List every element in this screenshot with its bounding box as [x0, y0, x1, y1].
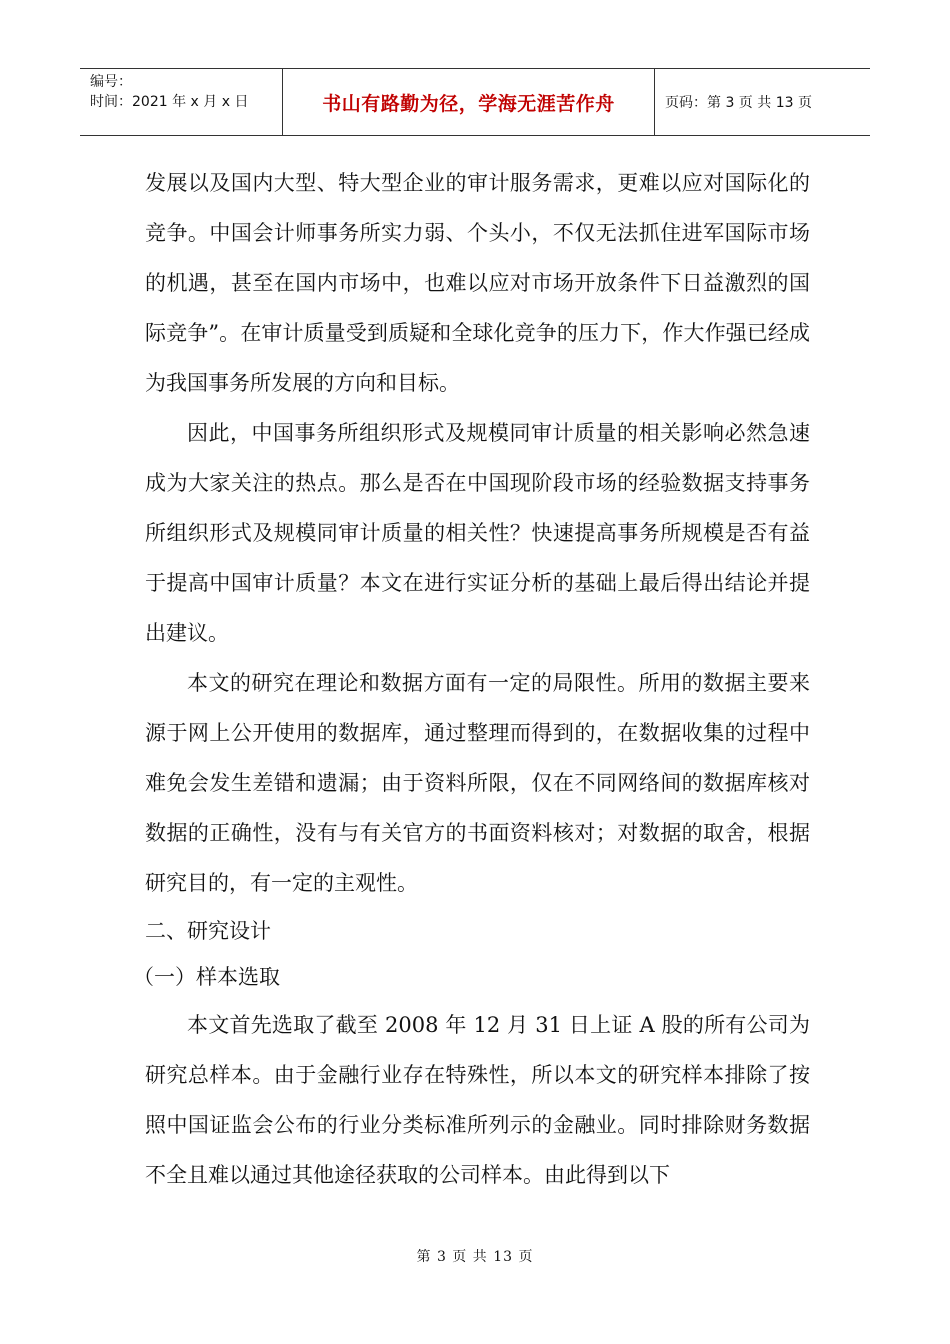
- subsection-heading: （一）样本选取: [133, 965, 280, 989]
- paragraph-4: 本文首先选取了截至 2008 年 12 月 31 日上证 A 股的所有公司为研究总样本。由于金融行业存在特殊性，所以本文的研究样本排除了按照中国证监会公布的行业分类标准所列示的金融业。同时排除财务数据不全且难以通过其他途径获取的公司样本。由此得到以下: [145, 1013, 810, 1187]
- page-footer: 第 3 页 共 13 页: [416, 1249, 534, 1265]
- paragraph-1: 发展以及国内大型、特大型企业的审计服务需求，更难以应对国际化的竞争。中国会计师事务所实力弱、个头小，不仅无法抓住进军国际市场的机遇，甚至在国内市场中，也难以应对市场开放条件下日益激烈的国际竞争”。在审计质量受到质疑和全球化竞争的压力下，作大作强已经成为我国事务所发展的方向和目标。: [145, 171, 810, 395]
- page-header: [80, 68, 870, 136]
- paragraph-3: 本文的研究在理论和数据方面有一定的局限性。所用的数据主要来源于网上公开使用的数据库，通过整理而得到的，在数据收集的过程中难免会发生差错和遗漏；由于资料所限，仅在不同网络间的数据库核对数据的正确性，没有与有关官方的书面资料核对；对数据的取舍，根据研究目的，有一定的主观性。: [145, 671, 810, 895]
- document-date: 时间：2021 年 x 月 x 日: [90, 94, 249, 110]
- document-number-label: 编号：: [90, 74, 132, 90]
- document-body: [133, 158, 810, 1200]
- paragraph-2: 因此，中国事务所组织形式及规模同审计质量的相关影响必然急速成为大家关注的热点。那么是否在中国现阶段市场的经验数据支持事务所组织形式及规模同审计质量的相关性？快速提高事务所规模是否有益于提高中国审计质量？本文在进行实证分析的基础上最后得出结论并提出建议。: [145, 421, 810, 645]
- header-meta: [80, 69, 282, 135]
- section-heading: 二、研究设计: [145, 919, 271, 943]
- header-page-info: 页码：第 3 页 共 13 页: [665, 95, 812, 111]
- header-motto: 书山有路勤为径，学海无涯苦作舟: [282, 69, 655, 135]
